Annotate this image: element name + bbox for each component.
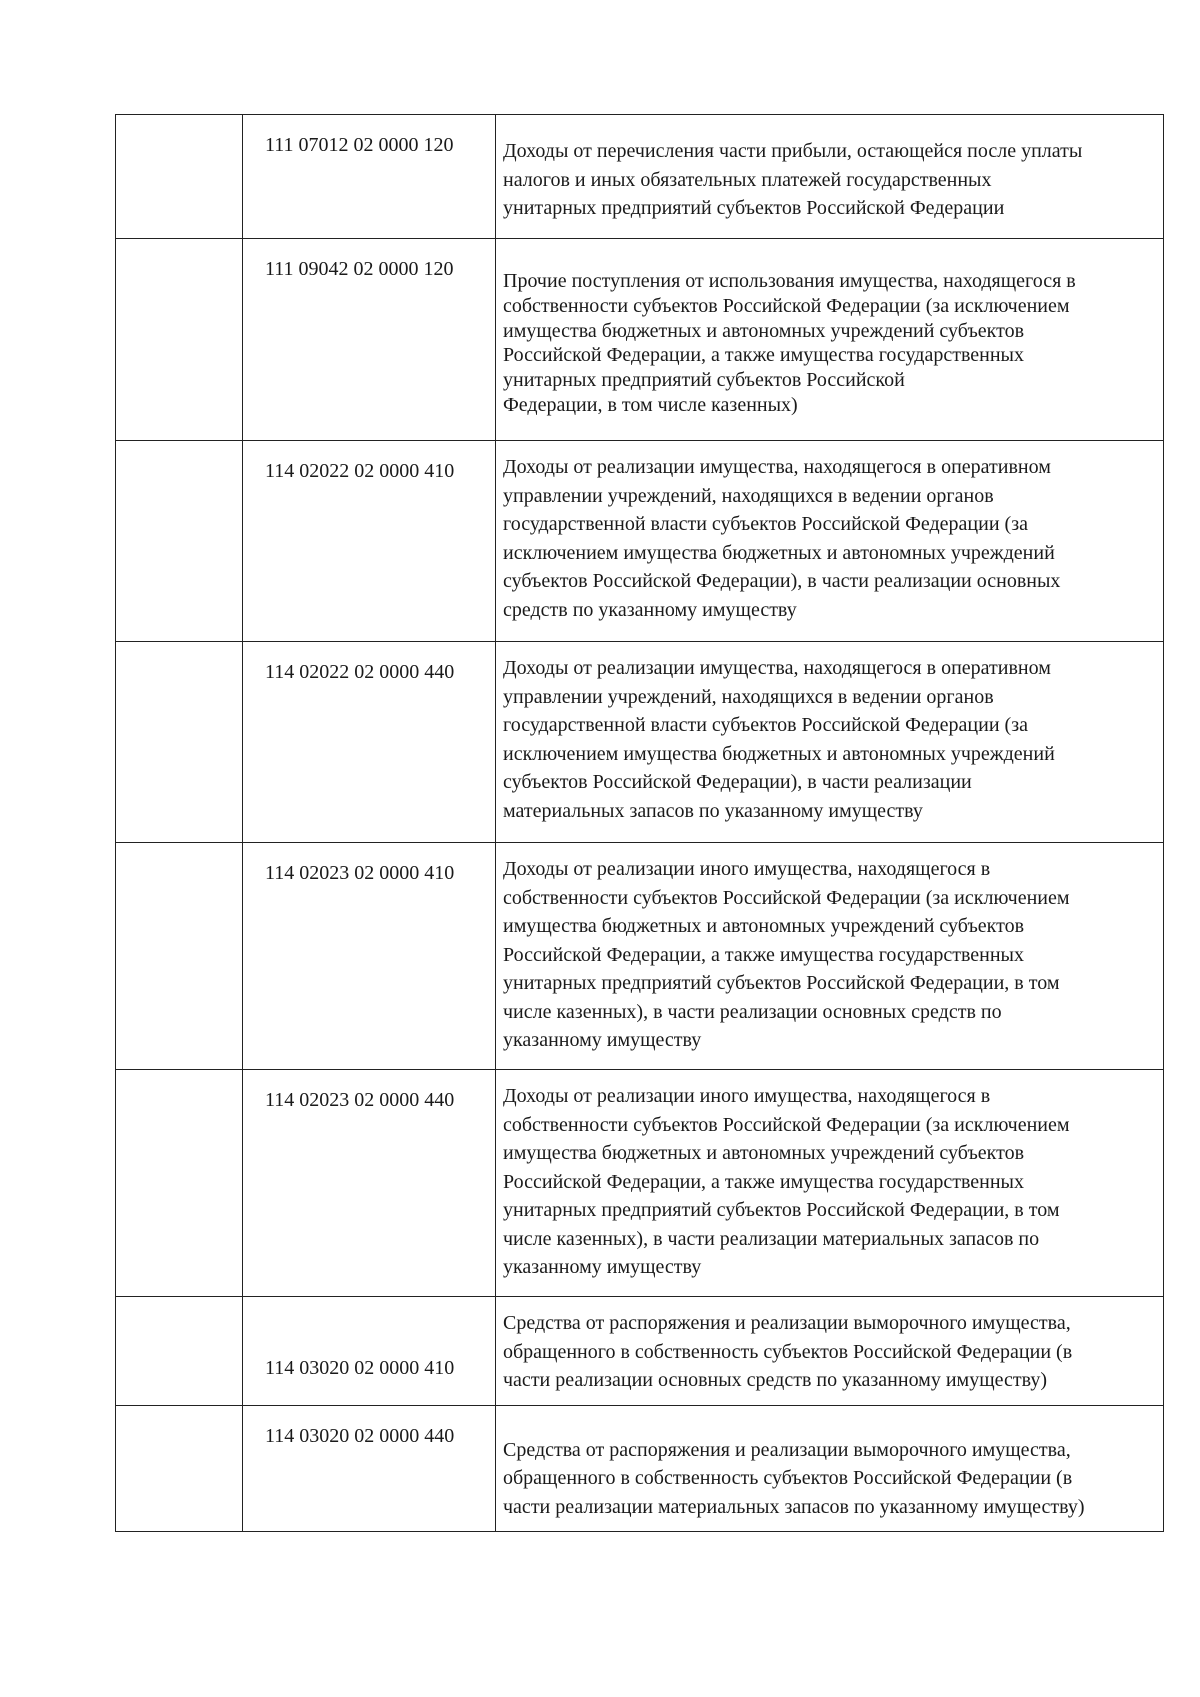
- revenue-description: [496, 642, 1163, 835]
- code-cell: [243, 1405, 496, 1532]
- description-line: Доходы от перечисления части прибыли, остающейся после уплаты: [503, 140, 1083, 162]
- description-line: числе казенных), в части реализации основных средств по: [503, 1000, 1002, 1023]
- code-cell: [243, 441, 496, 642]
- description-cell: [496, 1070, 1164, 1297]
- description-cell: [496, 239, 1164, 441]
- description-line: собственности субъектов Российской Федерации (за исключением: [503, 886, 1070, 909]
- empty-cell: [116, 1405, 243, 1532]
- table-row: [116, 843, 1164, 1070]
- description-line: числе казенных), в части реализации материальных запасов по: [503, 1227, 1040, 1250]
- empty-cell: [116, 642, 243, 843]
- revenue-description: [496, 1070, 1163, 1292]
- description-cell: [496, 1297, 1164, 1406]
- table-row: [116, 1070, 1164, 1297]
- description-line: управлении учреждений, находящихся в ведении органов: [503, 484, 994, 507]
- description-line: Доходы от реализации иного имущества, находящегося в: [503, 858, 991, 880]
- table-row: [116, 239, 1164, 441]
- description-line: обращенного в собственность субъектов Российской Федерации (в: [503, 1467, 1073, 1489]
- description-line: субъектов Российской Федерации), в части реализации основных: [503, 570, 1061, 592]
- revenue-code: 111 09042 02 0000 120: [265, 258, 454, 280]
- description-line: имущества бюджетных и автономных учреждений субъектов: [503, 915, 1025, 937]
- empty-cell: [116, 115, 243, 239]
- description-line: Доходы от реализации имущества, находящегося в оперативном: [503, 456, 1051, 478]
- description-line: Российской Федерации, а также имущества государственных: [503, 344, 1024, 367]
- revenue-description: [496, 441, 1163, 634]
- description-line: исключением имущества бюджетных и автономных учреждений: [503, 541, 1055, 564]
- empty-cell: [116, 1297, 243, 1406]
- description-line: исключением имущества бюджетных и автономных учреждений: [503, 742, 1055, 765]
- description-line: собственности субъектов Российской Федерации (за исключением: [503, 1113, 1070, 1136]
- description-line: средств по указанному имуществу: [503, 598, 797, 621]
- description-cell: [496, 843, 1164, 1070]
- description-line: государственной власти субъектов Российской Федерации (за: [503, 513, 1028, 535]
- code-cell: [243, 1070, 496, 1297]
- table-row: [116, 1405, 1164, 1532]
- description-line: части реализации основных средств по указанному имуществу): [503, 1369, 1048, 1391]
- revenue-code: 114 03020 02 0000 440: [265, 1424, 455, 1447]
- empty-cell: [116, 239, 243, 441]
- revenue-description: [496, 1406, 1163, 1532]
- description-line: Средства от распоряжения и реализации выморочного имущества,: [503, 1312, 1071, 1334]
- description-cell: [496, 1405, 1164, 1532]
- description-cell: [496, 642, 1164, 843]
- revenue-code: 114 02023 02 0000 440: [265, 1089, 455, 1111]
- description-line: Российской Федерации, а также имущества государственных: [503, 1170, 1024, 1193]
- description-cell: [496, 441, 1164, 642]
- code-cell: [243, 843, 496, 1070]
- description-cell: [496, 115, 1164, 239]
- code-cell: [243, 1297, 496, 1406]
- empty-cell: [116, 843, 243, 1070]
- description-line: унитарных предприятий субъектов Российской Федерации, в том: [503, 972, 1060, 994]
- table-row: [116, 115, 1164, 239]
- revenue-code: 111 07012 02 0000 120: [265, 134, 454, 156]
- description-line: части реализации материальных запасов по указанному имуществу): [503, 1495, 1085, 1518]
- description-line: государственной власти субъектов Российской Федерации (за: [503, 714, 1028, 736]
- description-line: Средства от распоряжения и реализации выморочного имущества,: [503, 1438, 1071, 1461]
- description-line: унитарных предприятий субъектов Российской Федерации, в том: [503, 1199, 1060, 1221]
- table-row: [116, 642, 1164, 843]
- code-cell: [243, 642, 496, 843]
- description-line: Прочие поступления от использования имущества, находящегося в: [503, 270, 1076, 292]
- description-line: Доходы от реализации имущества, находящегося в оперативном: [503, 657, 1051, 679]
- description-line: унитарных предприятий субъектов Российской: [503, 369, 905, 392]
- revenue-codes-table: [115, 114, 1164, 1532]
- description-line: указанному имуществу: [503, 1029, 702, 1051]
- description-line: обращенного в собственность субъектов Российской Федерации (в: [503, 1340, 1073, 1363]
- table-row: [116, 1297, 1164, 1406]
- revenue-code: 114 02023 02 0000 410: [265, 862, 455, 884]
- empty-cell: [116, 441, 243, 642]
- revenue-code: 114 02022 02 0000 410: [265, 460, 455, 482]
- description-line: управлении учреждений, находящихся в ведении органов: [503, 685, 994, 708]
- table-row: [116, 441, 1164, 642]
- empty-cell: [116, 1070, 243, 1297]
- description-line: унитарных предприятий субъектов Российской Федерации: [503, 197, 1005, 219]
- revenue-description: [496, 239, 1163, 428]
- code-cell: [243, 239, 496, 441]
- description-line: материальных запасов по указанному имуществу: [503, 799, 923, 822]
- description-line: собственности субъектов Российской Федерации (за исключением: [503, 294, 1070, 317]
- description-line: Российской Федерации, а также имущества государственных: [503, 943, 1024, 966]
- description-line: Доходы от реализации иного имущества, находящегося в: [503, 1085, 991, 1107]
- description-line: имущества бюджетных и автономных учреждений субъектов: [503, 319, 1025, 342]
- description-line: имущества бюджетных и автономных учреждений субъектов: [503, 1142, 1025, 1164]
- revenue-code: 114 02022 02 0000 440: [265, 661, 455, 683]
- description-line: субъектов Российской Федерации), в части реализации: [503, 771, 972, 793]
- description-line: Федерации, в том числе казенных): [503, 393, 798, 416]
- revenue-description: [496, 1297, 1163, 1405]
- code-cell: [243, 115, 496, 239]
- revenue-description: [496, 115, 1163, 233]
- revenue-description: [496, 843, 1163, 1065]
- revenue-code: 114 03020 02 0000 410: [265, 1357, 455, 1379]
- description-line: указанному имуществу: [503, 1256, 702, 1278]
- description-line: налогов и иных обязательных платежей государственных: [503, 168, 992, 191]
